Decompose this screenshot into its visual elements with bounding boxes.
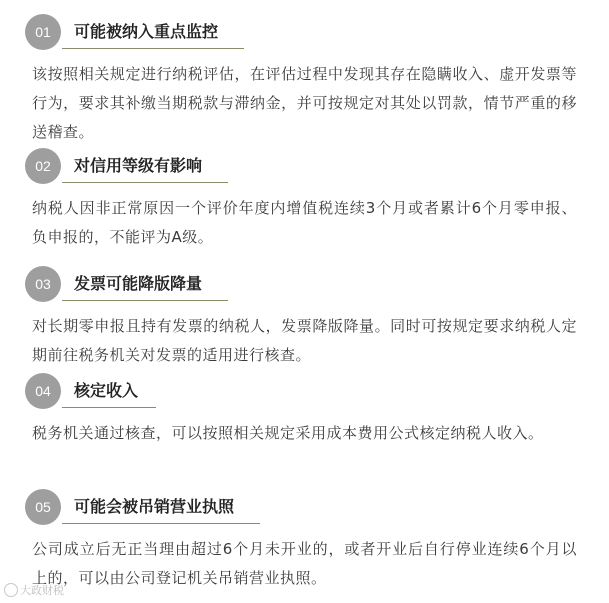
section-title: 可能被纳入重点监控 — [74, 22, 219, 41]
section-body: 对长期零申报且持有发票的纳税人，发票降版降量。同时可按规定要求纳税人定期前往税务机关对发票的适用进行核查。 — [32, 317, 577, 364]
section-number-badge: 04 — [25, 373, 61, 409]
section-header — [0, 489, 609, 525]
section-number-badge: 02 — [25, 148, 61, 184]
section-body: 公司成立后无正当理由超过6个月未开业的，或者开业后自行停业连续6个月以上的，可以由公司登记机关吊销营业执照。 — [32, 540, 577, 587]
section-02 — [0, 148, 609, 246]
section-number-badge: 01 — [25, 14, 61, 50]
watermark-text: 大政财税 — [20, 584, 64, 597]
section-04 — [0, 373, 609, 442]
section-body: 该按照相关规定进行纳税评估，在评估过程中发现其存在隐瞒收入、虚开发票等行为，要求其补缴当期税款与滞纳金，并可按规定对其处以罚款，情节严重的移送稽查。 — [32, 65, 577, 141]
section-header — [0, 266, 609, 302]
section-05 — [0, 489, 609, 587]
section-title: 对信用等级有影响 — [74, 156, 203, 175]
title-underline — [62, 523, 260, 524]
title-underline — [62, 182, 228, 183]
title-underline — [62, 407, 156, 408]
section-01 — [0, 14, 609, 141]
section-title: 可能会被吊销营业执照 — [74, 497, 235, 516]
section-number-badge: 03 — [25, 266, 61, 302]
section-title: 核定收入 — [74, 381, 139, 400]
section-body: 税务机关通过核查，可以按照相关规定采用成本费用公式核定纳税人收入。 — [32, 424, 544, 442]
title-underline — [62, 300, 228, 301]
section-header — [0, 14, 609, 50]
title-underline — [62, 48, 244, 49]
section-03 — [0, 266, 609, 364]
section-header — [0, 148, 609, 184]
section-number-badge: 05 — [25, 489, 61, 525]
watermark-logo-icon — [4, 583, 18, 597]
watermark — [4, 582, 64, 598]
section-title: 发票可能降版降量 — [74, 274, 203, 293]
section-header — [0, 373, 609, 409]
section-body: 纳税人因非正常原因一个评价年度内增值税连续3个月或者累计6个月零申报、负申报的，不能评为A级。 — [32, 199, 577, 246]
